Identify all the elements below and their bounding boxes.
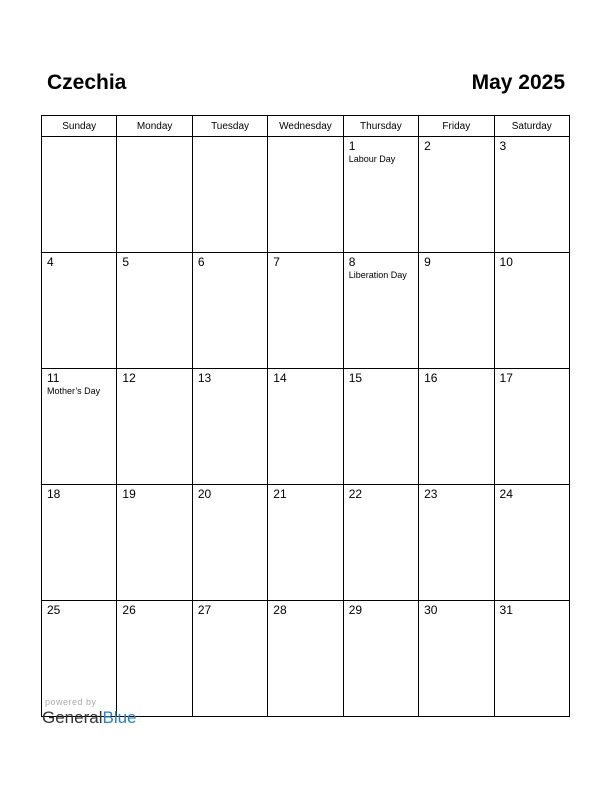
- weekday-header: Thursday: [343, 116, 418, 137]
- day-cell: [343, 369, 418, 485]
- holiday-label: Liberation Day: [348, 270, 407, 280]
- holiday-label: Labour Day: [348, 154, 396, 164]
- day-number: 30: [424, 603, 438, 617]
- footer-branding: [42, 697, 137, 728]
- day-cell: [42, 369, 117, 485]
- day-cell: [419, 485, 494, 601]
- day-cell: [42, 485, 117, 601]
- calendar-grid: [41, 115, 570, 717]
- day-number: 9: [424, 255, 431, 269]
- day-cell: [494, 601, 569, 717]
- brand-general: General: [42, 708, 103, 727]
- holiday-label: Mother’s Day: [47, 386, 101, 396]
- day-cell: [192, 137, 267, 253]
- day-cell: [192, 485, 267, 601]
- day-number: 7: [273, 255, 280, 269]
- day-number: 20: [197, 487, 212, 501]
- day-cell: [343, 253, 418, 369]
- day-number: 12: [122, 371, 136, 385]
- day-cell: [494, 137, 569, 253]
- weekday-header: Tuesday: [192, 116, 267, 137]
- weekday-header: Sunday: [42, 116, 117, 137]
- brand-blue: Blue: [102, 708, 137, 727]
- day-number: 19: [122, 487, 136, 501]
- day-cell: [42, 137, 117, 253]
- week-row: [42, 253, 570, 369]
- day-cell: [117, 485, 192, 601]
- week-row: [42, 485, 570, 601]
- weekday-header: Monday: [117, 116, 192, 137]
- day-cell: [117, 137, 192, 253]
- day-cell: [192, 369, 267, 485]
- country-title: Czechia: [47, 71, 127, 94]
- day-number: 8: [348, 255, 356, 269]
- month-year-title: May 2025: [471, 71, 565, 94]
- day-number: 26: [122, 603, 136, 617]
- day-cell: [268, 253, 343, 369]
- day-number: 27: [197, 603, 212, 617]
- day-cell: [268, 369, 343, 485]
- day-cell: [343, 137, 418, 253]
- day-cell: [192, 253, 267, 369]
- day-number: 17: [499, 371, 513, 385]
- day-number: 6: [197, 255, 205, 269]
- day-cell: [494, 253, 569, 369]
- day-cell: [343, 485, 418, 601]
- brand-logo: [42, 708, 137, 728]
- weekday-header: Wednesday: [268, 116, 343, 137]
- day-number: 11: [47, 371, 60, 385]
- day-number: 5: [122, 255, 130, 269]
- day-cell: [192, 601, 267, 717]
- day-number: 23: [424, 487, 438, 501]
- day-cell: [494, 485, 569, 601]
- day-number: 2: [424, 139, 431, 153]
- day-cell: [419, 253, 494, 369]
- day-number: 31: [499, 603, 513, 617]
- day-number: 10: [499, 255, 513, 269]
- week-row: [42, 369, 570, 485]
- day-number: 13: [197, 371, 212, 385]
- day-number: 24: [499, 487, 513, 501]
- day-number: 25: [47, 603, 61, 617]
- day-cell: [117, 369, 192, 485]
- day-number: 18: [47, 487, 61, 501]
- day-cell: [268, 601, 343, 717]
- day-number: 29: [348, 603, 363, 617]
- day-number: 1: [348, 139, 356, 153]
- day-number: 3: [499, 139, 507, 153]
- day-cell: [42, 253, 117, 369]
- weekday-header: Saturday: [494, 116, 569, 137]
- day-number: 14: [273, 371, 287, 385]
- day-cell: [419, 137, 494, 253]
- day-number: 15: [348, 371, 363, 385]
- day-cell: [494, 369, 569, 485]
- day-number: 4: [47, 255, 54, 269]
- day-cell: [343, 601, 418, 717]
- day-number: 16: [424, 371, 438, 385]
- weekday-header-row: [42, 116, 570, 137]
- day-number: 28: [273, 603, 287, 617]
- day-number: 22: [348, 487, 363, 501]
- day-cell: [419, 369, 494, 485]
- powered-by-text: powered by: [45, 697, 97, 707]
- weekday-header: Friday: [419, 116, 494, 137]
- day-number: 21: [273, 487, 287, 501]
- day-cell: [117, 253, 192, 369]
- week-row: [42, 137, 570, 253]
- day-cell: [268, 137, 343, 253]
- day-cell: [419, 601, 494, 717]
- day-cell: [268, 485, 343, 601]
